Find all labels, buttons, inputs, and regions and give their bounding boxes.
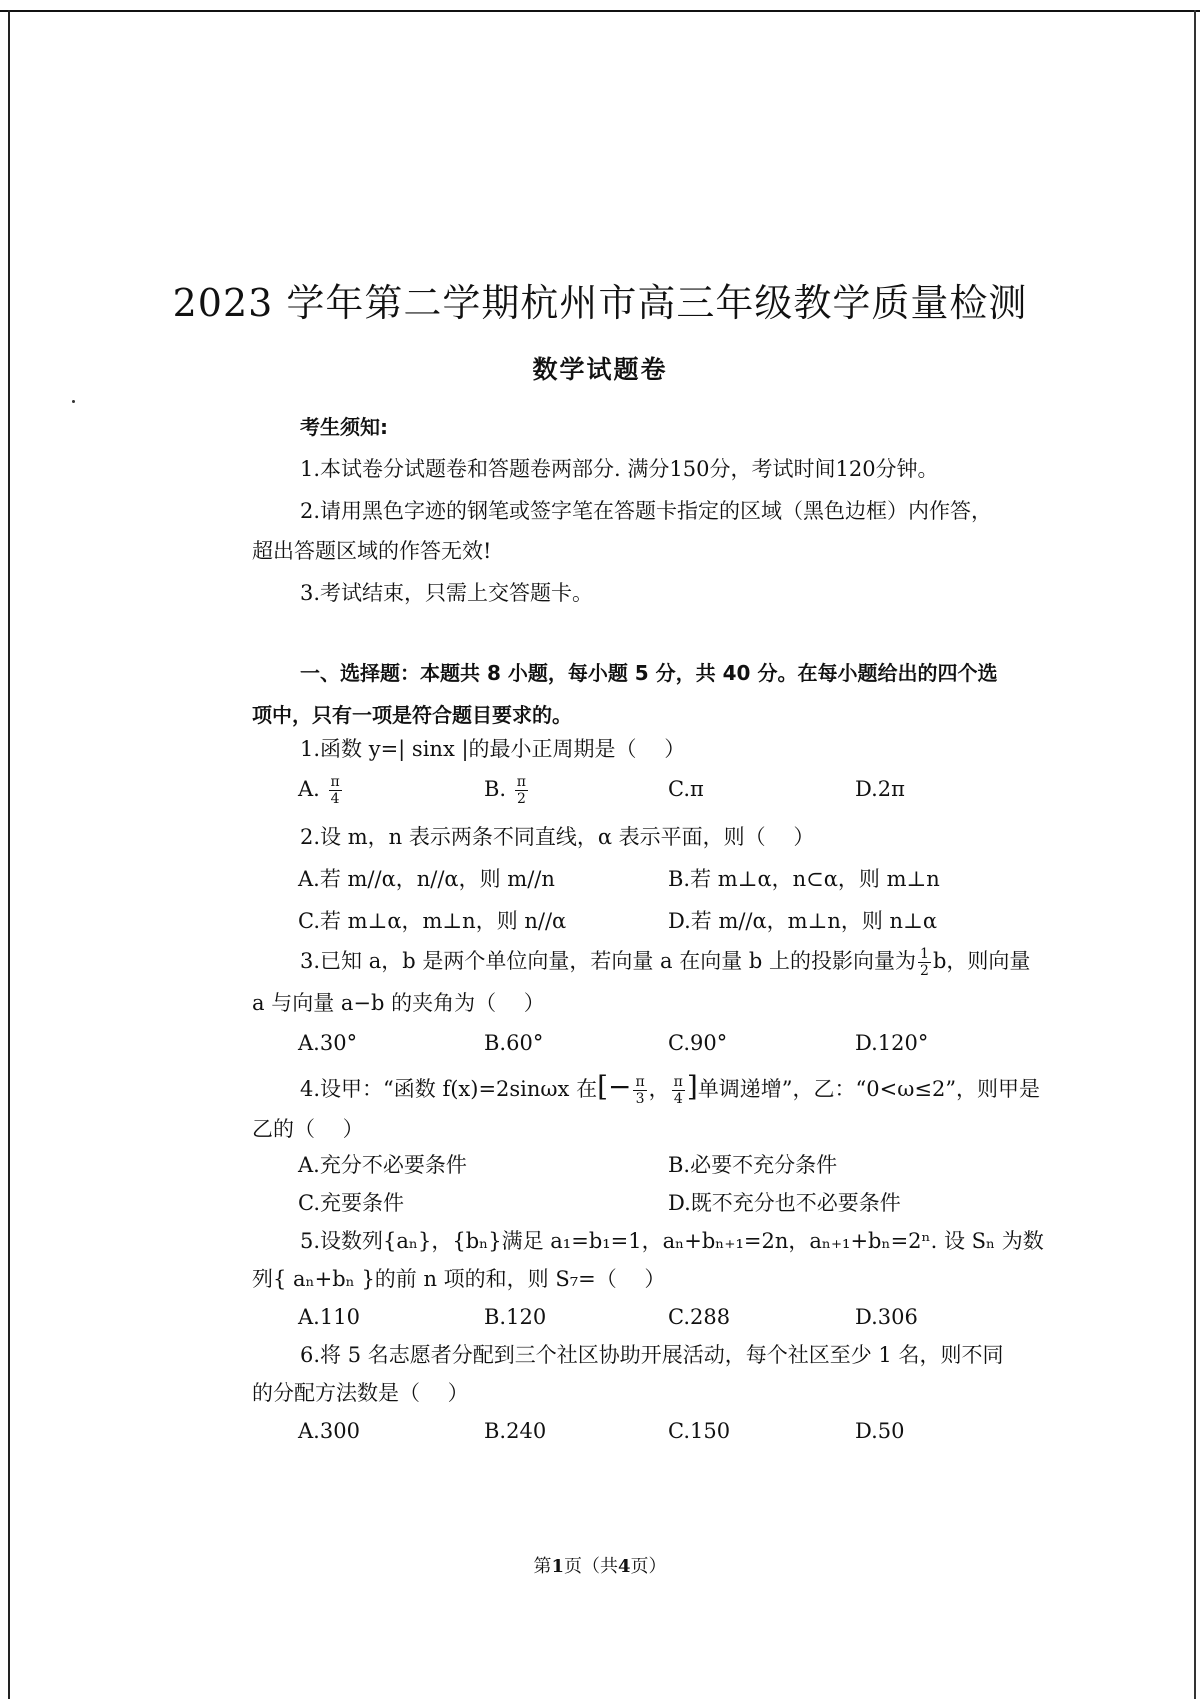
question-4-stem-line-1 [300,1072,1040,1107]
question-4-option-c: C.充要条件 [298,1191,404,1215]
question-1-option-a [298,774,344,807]
footer-prefix: 第 [533,1556,552,1577]
question-2-stem: 2.设 m，n 表示两条不同直线，α 表示平面，则（ ） [300,825,815,849]
section-heading-line-2: 项中，只有一项是符合题目要求的。 [252,703,572,727]
notice-item-2-line-2: 超出答题区域的作答无效! [252,539,492,563]
question-1-option-c: C.π [668,777,704,801]
notice-item-2-line-1: 2.请用黑色字迹的钢笔或签字笔在答题卡指定的区域（黑色边框）内作答， [300,499,993,523]
question-6-option-a: A.300 [298,1419,360,1443]
exam-title: 2023 学年第二学期杭州市高三年级教学质量检测 [172,281,1028,325]
fraction-numerator: π [673,1074,683,1090]
question-5-option-d: D.306 [855,1305,918,1329]
fraction-denominator: 4 [330,791,340,807]
question-3-option-d: D.120° [855,1031,929,1055]
question-6-option-c: C.150 [668,1419,731,1443]
page-footer [0,1552,1200,1578]
notice-heading: 考生须知: [300,415,388,439]
footer-middle: 页（共 [564,1556,618,1577]
fraction [672,1074,685,1107]
fraction [918,946,931,979]
exam-subtitle: 数学试题卷 [532,355,668,384]
question-4-option-b: B.必要不充分条件 [668,1153,838,1177]
question-4-option-d: D.既不充分也不必要条件 [668,1191,901,1215]
question-5-stem-line-2: 列{ aₙ+bₙ }的前 n 项的和，则 S₇=（ ） [252,1267,666,1291]
question-6-stem-line-1: 6.将 5 名志愿者分配到三个社区协助开展活动，每个社区至少 1 名，则不同 [300,1343,1004,1367]
interval-comma: ， [648,1077,670,1101]
notice-item-1: 1.本试卷分试题卷和答题卷两部分. 满分150分，考试时间120分钟。 [300,457,939,481]
fraction-denominator: 3 [635,1091,645,1107]
question-6-option-d: D.50 [855,1419,905,1443]
question-2-option-a: A.若 m//α，n//α，则 m//n [298,867,555,891]
question-3-option-c: C.90° [668,1031,728,1055]
fraction [329,774,342,807]
stem-text: 4.设甲：“函数 f(x)=2sinωx 在 [300,1077,598,1101]
fraction-denominator: 2 [920,963,929,979]
question-2-option-b: B.若 m⊥α，n⊂α，则 m⊥n [668,867,940,891]
footer-suffix: 页） [630,1556,667,1577]
question-1-stem: 1.函数 y=| sinx |的最小正周期是（ ） [300,737,686,761]
question-4-stem-line-2: 乙的（ ） [252,1117,364,1141]
interval-close-bracket: ] [686,1070,698,1103]
option-label: B. [484,777,507,801]
fraction [633,1074,646,1107]
notice-item-3: 3.考试结束，只需上交答题卡。 [300,581,594,605]
question-3-option-b: B.60° [484,1031,544,1055]
section-heading-line-1: 一、选择题：本题共 8 小题，每小题 5 分，共 40 分。在每小题给出的四个选 [300,661,998,685]
question-1-option-d: D.2π [855,777,905,801]
fraction-numerator: π [635,1074,645,1090]
fraction-denominator: 2 [516,791,526,807]
stem-text: 单调递增”，乙：“0<ω≤2”，则甲是 [697,1077,1041,1101]
total-pages: 4 [618,1556,631,1577]
question-5-option-a: A.110 [298,1305,360,1329]
question-5-stem-line-1: 5.设数列{aₙ}，{bₙ}满足 a₁=b₁=1，aₙ+bₙ₊₁=2n，aₙ₊₁+bₙ=2ⁿ. 设 Sₙ 为数 [300,1229,1044,1253]
page-number: 1 [551,1556,564,1577]
fraction [515,774,528,807]
question-6-option-b: B.240 [484,1419,547,1443]
question-5-option-c: C.288 [668,1305,731,1329]
fraction-numerator: 1 [920,946,929,962]
stem-text: 3.已知 a，b 是两个单位向量，若向量 a 在向量 b 上的投影向量为 [300,949,917,973]
fraction-denominator: 4 [673,1091,683,1107]
question-5-option-b: B.120 [484,1305,547,1329]
question-6-stem-line-2: 的分配方法数是（ ） [252,1381,469,1405]
fraction-numerator: π [516,774,526,790]
question-3-stem-line-2: a 与向量 a−b 的夹角为（ ） [252,991,545,1015]
interval-open-bracket: [− [597,1070,632,1103]
stem-text: b，则向量 [932,949,1031,973]
question-2-option-d: D.若 m//α，m⊥n，则 n⊥α [668,909,938,933]
question-1-option-b [484,774,530,807]
option-label: A. [298,777,320,801]
question-4-option-a: A.充分不必要条件 [298,1153,467,1177]
question-3-stem-line-1 [300,946,1030,979]
question-3-option-a: A.30° [298,1031,358,1055]
question-2-option-c: C.若 m⊥α，m⊥n，则 n//α [298,909,567,933]
fraction-numerator: π [330,774,340,790]
